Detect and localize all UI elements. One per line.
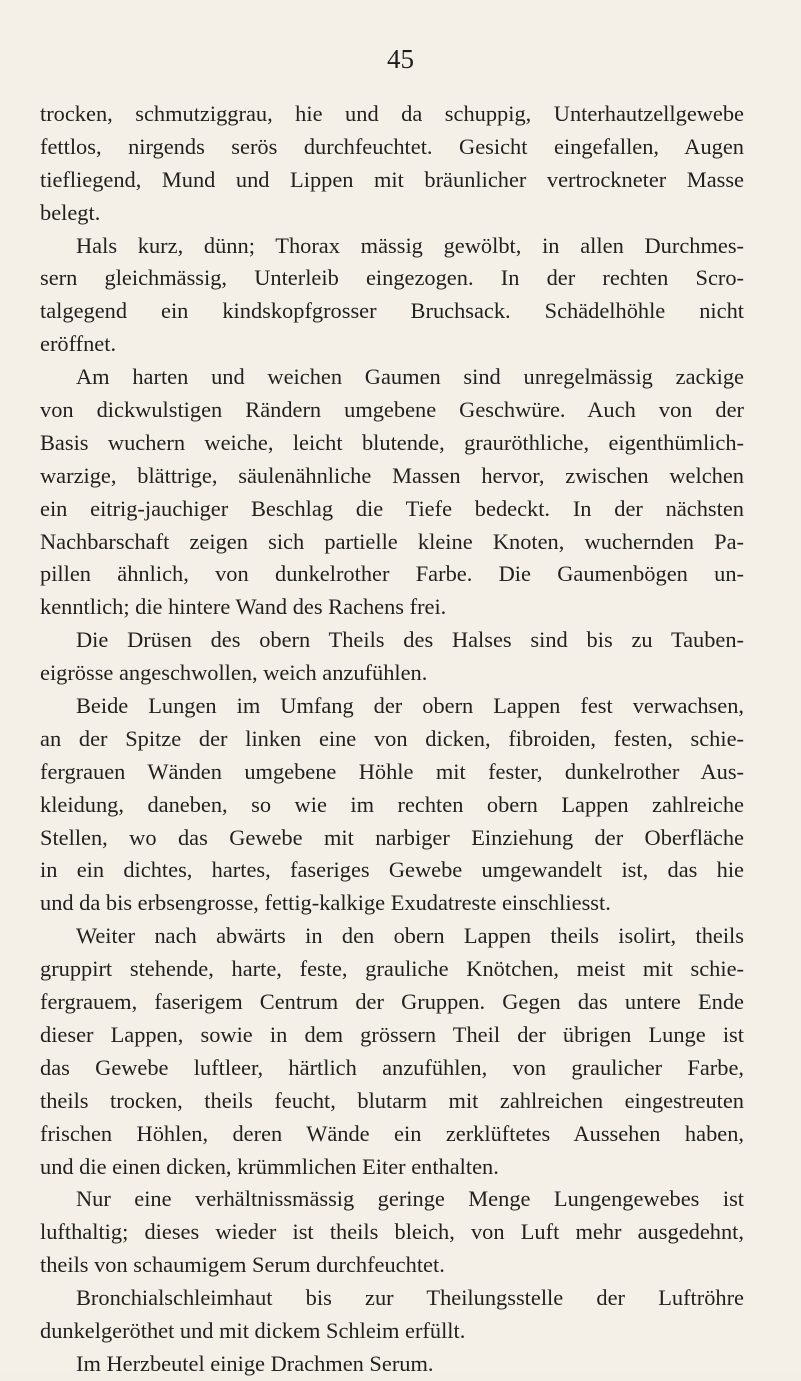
text-line: eigrösse angeschwollen, weich anzufühlen. (40, 660, 428, 686)
text-line: belegt. (40, 199, 101, 225)
body-text (40, 98, 744, 1381)
text-line: und die einen dicken, krümmlichen Eiter enthalten. (40, 1153, 499, 1179)
text-line: talgegend ein kindskopfgrosser Bruchsack. Schädelhöhle nicht (40, 298, 744, 324)
text-line: Nur eine verhältnissmässig geringe Menge Lungengewebes ist (76, 1186, 744, 1212)
text-line: dieser Lappen, sowie in dem grössern Theil der übrigen Lunge ist (40, 1021, 744, 1047)
text-line: kenntlich; die hintere Wand des Rachens frei. (40, 594, 447, 620)
text-line: kleidung, daneben, so wie im rechten obern Lappen zahlreiche (40, 791, 744, 817)
text-line: Stellen, wo das Gewebe mit narbiger Einziehung der Oberfläche (40, 824, 744, 850)
text-line: warzige, blättrige, säulenähnliche Massen hervor, zwischen welchen (40, 462, 744, 488)
text-line: pillen ähnlich, von dunkelrother Farbe. Die Gaumenbögen un- (40, 561, 744, 587)
text-line: von dickwulstigen Rändern umgebene Geschwüre. Auch von der (40, 397, 744, 423)
text-line: theils von schaumigem Serum durchfeuchtet. (40, 1252, 445, 1278)
text-line: an der Spitze der linken eine von dicken, fibroiden, festen, schie- (40, 725, 744, 751)
text-line: in ein dichtes, hartes, faseriges Gewebe umgewandelt ist, das hie (40, 857, 744, 883)
text-line: Hals kurz, dünn; Thorax mässig gewölbt, in allen Durchmes- (76, 232, 744, 258)
text-line: Am harten und weichen Gaumen sind unregelmässig zackige (76, 364, 744, 390)
text-line: das Gewebe luftleer, härtlich anzufühlen, von graulicher Farbe, (40, 1054, 744, 1080)
page-number: 45 (387, 44, 414, 74)
text-line: sern gleichmässig, Unterleib eingezogen. In der rechten Scro- (40, 265, 744, 291)
text-line: Bronchialschleimhaut bis zur Theilungsstelle der Luftröhre (76, 1285, 744, 1311)
text-line: Im Herzbeutel einige Drachmen Serum. (76, 1350, 434, 1376)
text-line: Basis wuchern weiche, leicht blutende, grauröthliche, eigenthümlich- (40, 429, 744, 455)
text-line: eröffnet. (40, 331, 117, 357)
text-line: Die Drüsen des obern Theils des Halses sind bis zu Tauben- (76, 627, 744, 653)
text-line: fettlos, nirgends serös durchfeuchtet. Gesicht eingefallen, Augen (40, 133, 744, 159)
text-line: trocken, schmutziggrau, hie und da schuppig, Unterhautzellgewebe (40, 101, 744, 126)
text-line: fergrauen Wänden umgebene Höhle mit fester, dunkelrother Aus- (40, 758, 744, 784)
text-line: lufthaltig; dieses wieder ist theils bleich, von Luft mehr ausgedehnt, (40, 1219, 744, 1245)
text-line: gruppirt stehende, harte, feste, grauliche Knötchen, meist mit schie- (40, 956, 744, 982)
text-line: theils trocken, theils feucht, blutarm mit zahlreichen eingestreuten (40, 1087, 744, 1113)
text-line: und da bis erbsengrosse, fettig-kalkige Exudatreste einschliesst. (40, 890, 611, 916)
text-line: fergrauem, faserigem Centrum der Gruppen. Gegen das untere Ende (40, 989, 744, 1015)
text-line: ein eitrig-jauchiger Beschlag die Tiefe bedeckt. In der nächsten (40, 495, 744, 521)
text-line: tiefliegend, Mund und Lippen mit bräunlicher vertrockneter Masse (40, 166, 744, 192)
text-line: Beide Lungen im Umfang der obern Lappen fest verwachsen, (76, 693, 744, 719)
text-line: dunkelgeröthet und mit dickem Schleim erfüllt. (40, 1317, 466, 1343)
text-line: Nachbarschaft zeigen sich partielle kleine Knoten, wuchernden Pa- (40, 528, 744, 554)
text-line: frischen Höhlen, deren Wände ein zerklüftetes Aussehen haben, (40, 1120, 744, 1146)
text-line: Weiter nach abwärts in den obern Lappen theils isolirt, theils (76, 923, 744, 949)
